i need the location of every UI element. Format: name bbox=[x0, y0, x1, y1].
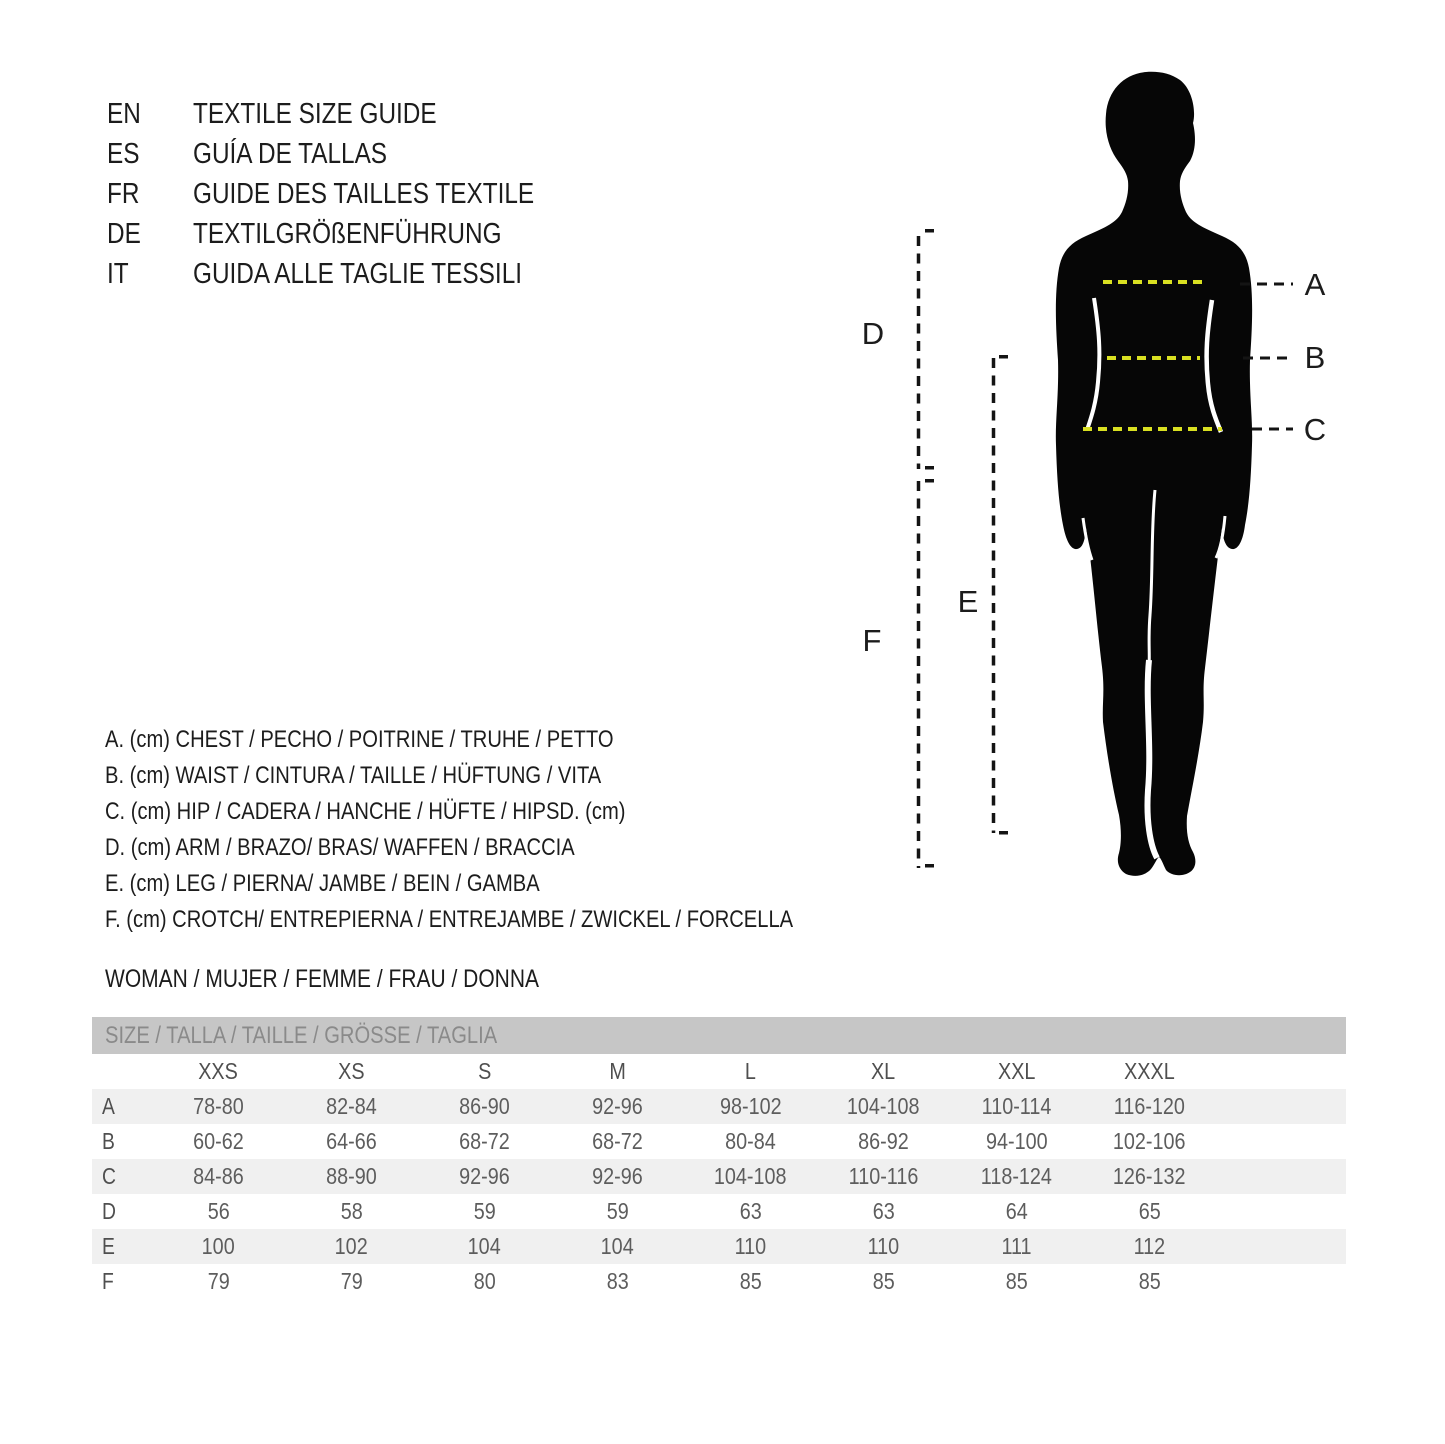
table-cell: 79 bbox=[340, 1268, 363, 1294]
language-row bbox=[107, 174, 599, 214]
table-cell: 68-72 bbox=[592, 1128, 643, 1154]
gender-heading bbox=[105, 964, 622, 994]
table-cell: 84-86 bbox=[193, 1163, 244, 1189]
table-cell: 85 bbox=[739, 1268, 762, 1294]
language-row bbox=[107, 94, 599, 134]
measurement-line bbox=[105, 794, 924, 830]
table-row bbox=[92, 1229, 1346, 1264]
measurement-text: F. (cm) CROTCH/ ENTREPIERNA / ENTREJAMBE / ZWICKEL / FORCELLA bbox=[105, 906, 794, 933]
table-cell: 104 bbox=[467, 1233, 502, 1259]
measurement-line bbox=[105, 902, 924, 938]
row-label: A bbox=[102, 1093, 115, 1119]
table-body bbox=[92, 1089, 1346, 1299]
language-code: FR bbox=[107, 177, 140, 210]
table-cell: 116-120 bbox=[1113, 1093, 1186, 1119]
language-title: TEXTILGRÖßENFÜHRUNG bbox=[193, 217, 502, 250]
table-cell: 80-84 bbox=[725, 1128, 776, 1154]
measure-end-ticks bbox=[925, 229, 1008, 868]
measurement-text: E. (cm) LEG / PIERNA/ JAMBE / BEIN / GAMBA bbox=[105, 870, 540, 897]
table-row bbox=[92, 1264, 1346, 1299]
table-cell: 104-108 bbox=[847, 1093, 920, 1119]
table-cell: 83 bbox=[606, 1268, 629, 1294]
table-cell: 82-84 bbox=[326, 1093, 377, 1119]
table-cell: 112 bbox=[1133, 1233, 1166, 1259]
row-label: C bbox=[102, 1163, 116, 1189]
language-row bbox=[107, 134, 599, 174]
table-cell: 58 bbox=[340, 1198, 363, 1224]
table-cell: 59 bbox=[606, 1198, 629, 1224]
table-cell: 88-90 bbox=[326, 1163, 377, 1189]
row-label: D bbox=[102, 1198, 116, 1224]
table-cell: 86-92 bbox=[858, 1128, 909, 1154]
size-table bbox=[92, 1017, 1346, 1299]
table-cell: 63 bbox=[872, 1198, 895, 1224]
measurement-line bbox=[105, 866, 924, 902]
language-code: ES bbox=[107, 137, 140, 170]
table-cell: 85 bbox=[1005, 1268, 1028, 1294]
table-cell: 111 bbox=[1001, 1233, 1032, 1259]
table-cell: 118-124 bbox=[980, 1163, 1053, 1189]
table-cell: 110 bbox=[734, 1233, 767, 1259]
woman-silhouette bbox=[1056, 72, 1252, 876]
table-cell: 68-72 bbox=[459, 1128, 510, 1154]
table-cell: 92-96 bbox=[592, 1093, 643, 1119]
table-cell: 98-102 bbox=[719, 1093, 782, 1119]
table-cell: 94-100 bbox=[985, 1128, 1048, 1154]
measurement-legend bbox=[105, 722, 924, 938]
size-col-header: XS bbox=[338, 1058, 365, 1084]
table-row bbox=[92, 1089, 1346, 1124]
language-title: GUIDE DES TAILLES TEXTILE bbox=[193, 177, 535, 210]
language-code: IT bbox=[107, 257, 129, 290]
table-cell: 59 bbox=[473, 1198, 496, 1224]
table-cell: 92-96 bbox=[459, 1163, 510, 1189]
table-cell: 102 bbox=[334, 1233, 369, 1259]
table-cell: 64 bbox=[1005, 1198, 1028, 1224]
table-header-bar bbox=[92, 1017, 1346, 1054]
language-code: DE bbox=[107, 217, 141, 250]
table-cell: 102-106 bbox=[1113, 1128, 1186, 1154]
measurement-line bbox=[105, 830, 924, 866]
table-header-text: SIZE / TALLA / TAILLE / GRÖSSE / TAGLIA bbox=[105, 1021, 498, 1049]
size-col-header: L bbox=[744, 1058, 756, 1084]
table-cell: 110-114 bbox=[981, 1093, 1052, 1119]
measurement-text: C. (cm) HIP / CADERA / HANCHE / HÜFTE / HIPSD. (cm) bbox=[105, 798, 626, 825]
row-label: B bbox=[102, 1128, 115, 1154]
table-row bbox=[92, 1124, 1346, 1159]
marker-label-a: A bbox=[1304, 267, 1326, 302]
table-cell: 85 bbox=[1138, 1268, 1161, 1294]
size-col-header: XXL bbox=[997, 1058, 1036, 1084]
size-col-header: S bbox=[477, 1058, 492, 1084]
measurement-line bbox=[105, 758, 924, 794]
table-row bbox=[92, 1194, 1346, 1229]
table-cell: 80 bbox=[473, 1268, 496, 1294]
gender-heading-text: WOMAN / MUJER / FEMME / FRAU / DONNA bbox=[105, 964, 540, 993]
table-cell: 126-132 bbox=[1113, 1163, 1186, 1189]
size-col-header: XL bbox=[871, 1058, 896, 1084]
marker-label-d: D bbox=[861, 316, 885, 351]
table-cell: 64-66 bbox=[326, 1128, 377, 1154]
table-cell: 60-62 bbox=[193, 1128, 244, 1154]
language-list bbox=[107, 94, 599, 294]
table-cell: 78-80 bbox=[193, 1093, 244, 1119]
language-title: TEXTILE SIZE GUIDE bbox=[193, 97, 437, 130]
row-label: F bbox=[102, 1268, 114, 1294]
marker-label-c: C bbox=[1303, 412, 1327, 447]
table-row bbox=[92, 1159, 1346, 1194]
marker-label-f: F bbox=[862, 623, 882, 658]
language-code: EN bbox=[107, 97, 141, 130]
measurement-text: D. (cm) ARM / BRAZO/ BRAS/ WAFFEN / BRACCIA bbox=[105, 834, 575, 861]
table-cell: 65 bbox=[1138, 1198, 1161, 1224]
table-cell: 79 bbox=[207, 1268, 230, 1294]
size-col-header: XXS bbox=[198, 1058, 239, 1084]
marker-label-b: B bbox=[1304, 340, 1326, 375]
language-row bbox=[107, 214, 599, 254]
measurement-text: B. (cm) WAIST / CINTURA / TAILLE / HÜFTUNG / VITA bbox=[105, 762, 602, 789]
table-cell: 92-96 bbox=[592, 1163, 643, 1189]
table-cell: 104-108 bbox=[714, 1163, 787, 1189]
table-cell: 63 bbox=[739, 1198, 762, 1224]
language-title: GUIDA ALLE TAGLIE TESSILI bbox=[193, 257, 523, 290]
measurement-line bbox=[105, 722, 924, 758]
table-size-row bbox=[92, 1054, 1346, 1089]
table-cell: 56 bbox=[207, 1198, 230, 1224]
table-cell: 100 bbox=[201, 1233, 236, 1259]
row-label: E bbox=[102, 1233, 115, 1259]
measurement-text: A. (cm) CHEST / PECHO / POITRINE / TRUHE / PETTO bbox=[105, 726, 614, 753]
table-cell: 85 bbox=[872, 1268, 895, 1294]
language-title: GUÍA DE TALLAS bbox=[193, 137, 388, 170]
size-col-header: XXXL bbox=[1124, 1058, 1175, 1084]
language-row bbox=[107, 254, 599, 294]
table-cell: 104 bbox=[600, 1233, 635, 1259]
table-cell: 110-116 bbox=[848, 1163, 919, 1189]
marker-label-e: E bbox=[957, 584, 979, 619]
table-cell: 86-90 bbox=[459, 1093, 510, 1119]
size-col-header: M bbox=[609, 1058, 626, 1084]
table-cell: 110 bbox=[867, 1233, 900, 1259]
